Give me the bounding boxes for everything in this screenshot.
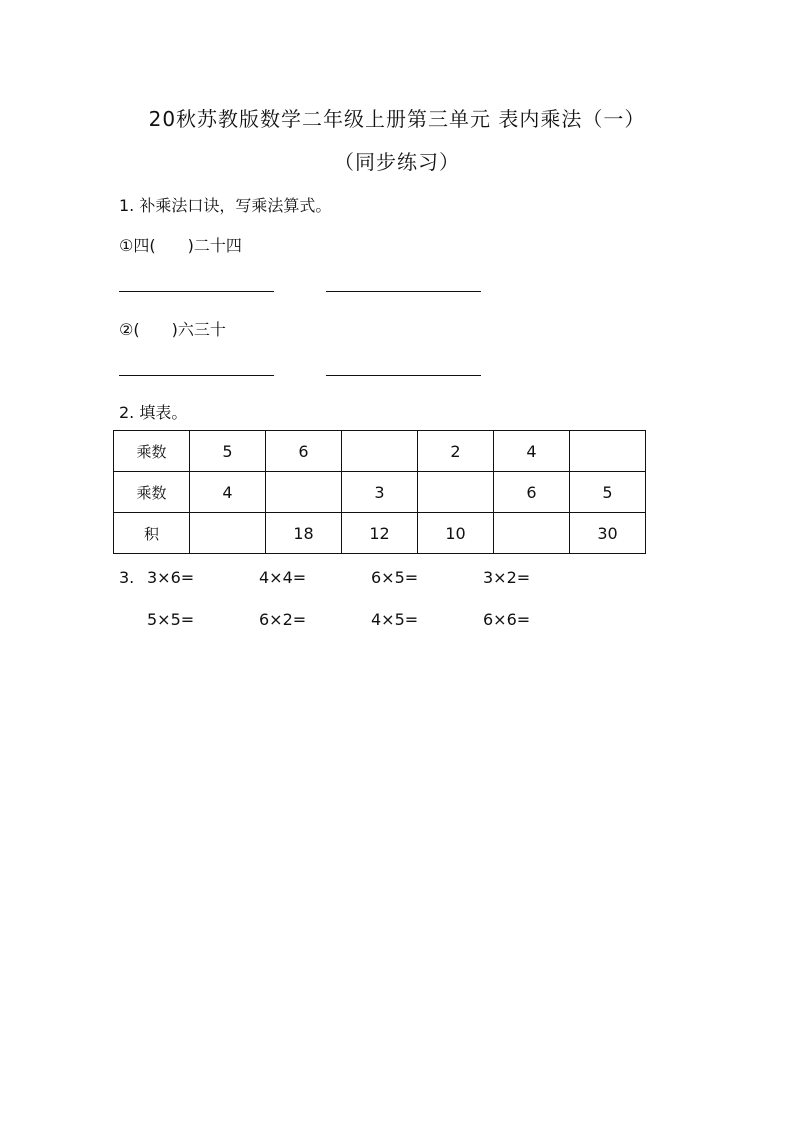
table-cell: 6 [494, 472, 570, 513]
multiplication-table [113, 430, 646, 554]
equation: 6×6= [483, 610, 531, 629]
table-cell: 10 [418, 513, 494, 554]
table-row [114, 472, 646, 513]
table-cell: 12 [342, 513, 418, 554]
question-2-prompt: 2. 填表。 [119, 403, 188, 422]
question-1-item-1: ①四( )二十四 [119, 236, 242, 255]
table-row [114, 431, 646, 472]
question-3-number: 3. [119, 568, 135, 587]
question-1-item-2: ②( )六三十 [119, 320, 226, 339]
answer-line[interactable] [326, 375, 481, 376]
table-cell: 3 [342, 472, 418, 513]
table-cell: 4 [190, 472, 266, 513]
table-cell: 30 [570, 513, 646, 554]
table-cell: 乘数 [114, 472, 190, 513]
question-1-prompt: 1. 补乘法口诀，写乘法算式。 [119, 196, 332, 215]
table-cell: 5 [190, 431, 266, 472]
table-cell-blank[interactable] [494, 513, 570, 554]
equation: 6×2= [259, 610, 307, 629]
table-cell: 6 [266, 431, 342, 472]
table-cell-blank[interactable] [342, 431, 418, 472]
table-cell: 2 [418, 431, 494, 472]
equation: 6×5= [371, 568, 419, 587]
table-cell: 乘数 [114, 431, 190, 472]
equation: 3×2= [483, 568, 531, 587]
equation: 3×6= [147, 568, 195, 587]
table-cell: 4 [494, 431, 570, 472]
answer-line[interactable] [119, 375, 274, 376]
equation: 5×5= [147, 610, 195, 629]
table-cell-blank[interactable] [570, 431, 646, 472]
equation: 4×4= [259, 568, 307, 587]
table-cell-blank[interactable] [418, 472, 494, 513]
equation: 4×5= [371, 610, 419, 629]
table-cell-blank[interactable] [266, 472, 342, 513]
table-cell: 积 [114, 513, 190, 554]
table-cell: 18 [266, 513, 342, 554]
worksheet-title: 20秋苏教版数学二年级上册第三单元 表内乘法（一） [148, 107, 646, 131]
worksheet-subtitle: （同步练习） [334, 150, 460, 174]
answer-line[interactable] [119, 291, 274, 292]
table-cell: 5 [570, 472, 646, 513]
table-row [114, 513, 646, 554]
answer-line[interactable] [326, 291, 481, 292]
table-cell-blank[interactable] [190, 513, 266, 554]
